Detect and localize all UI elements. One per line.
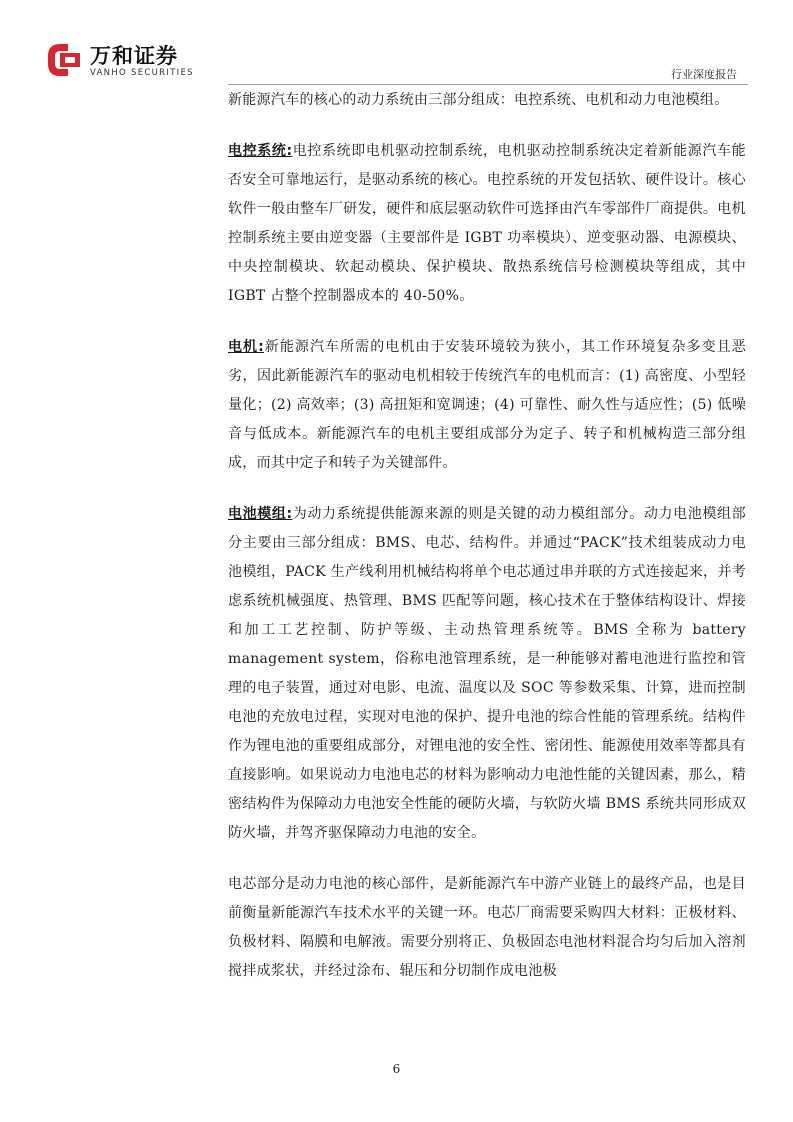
paragraph-battery-cell [228, 870, 746, 986]
term-motor: 电机: [228, 339, 265, 355]
brand-name-en: VANHO SECURITIES [90, 68, 194, 78]
term-electric-control: 电控系统: [228, 143, 293, 159]
paragraph-battery-module [228, 500, 746, 848]
paragraph-text: 为动力系统提供能源来源的则是关键的动力模组部分。动力电池模组部分主要由三部分组成：BMS、电芯、结构件。并通过“PACK”技术组装成动力电池模组，PACK 生产线利用机械结构将单个电芯通过串并联的方式连接起来，并考虑系统机械强度、热管理、BMS 匹配等问题，核心技术在于整体结构设计、焊接和加工工艺控制、防护等级、主动热管理系统等。BMS 全称为 battery management system，俗称电池管理系统，是一种能够对蓄电池进行监控和管理的电子装置，通过对电影、电流、温度以及 SOC 等参数采集、计算，进而控制电池的充放电过程，实现对电池的保护、提升电池的综合性能的管理系统。结构件作为锂电池的重要组成部分，对锂电池的安全性、密闭性、能源使用效率等都具有直接影响。如果说动力电池电芯的材料为影响动力电池性能的关键因素，那么，精密结构件为保障动力电池安全性能的硬防火墙，与软防火墙 BMS 系统共同形成双防火墙，并驾齐驱保障动力电池的安全。 [228, 506, 746, 841]
paragraph-text: 新能源汽车的核心的动力系统由三部分组成：电控系统、电机和动力电池模组。 [228, 92, 729, 108]
page-header [0, 0, 793, 90]
paragraph-motor [228, 333, 746, 478]
paragraph-text: 电芯部分是动力电池的核心部件，是新能源汽车中游产业链上的最终产品，也是目前衡量新能源汽车技术水平的关键一环。电芯厂商需要采购四大材料：正极材料、负极材料、隔膜和电解液。需要分别将正、负极固态电池材料混合均匀后加入溶剂搅拌成浆状，并经过涂布、辊压和分切制作成电池极 [228, 876, 746, 979]
document-body [228, 86, 746, 986]
brand-name-cn: 万和证券 [90, 44, 178, 68]
paragraph-text: 电控系统即电机驱动控制系统，电机驱动控制系统决定着新能源汽车能否安全可靠地运行，是驱动系统的核心。电控系统的开发包括软、硬件设计。核心软件一般由整车厂研发，硬件和底层驱动软件可选择由汽车零部件厂商提供。电机控制系统主要由逆变器（主要部件是 IGBT 功率模块）、逆变驱动器、电源模块、中央控制模块、软起动模块、保护模块、散热系统信号检测模块等组成，其中 IGBT 占整个控制器成本的 40-50%。 [228, 143, 746, 304]
page-number: 6 [392, 1062, 401, 1076]
header-divider [228, 84, 748, 85]
paragraph-powertrain-intro [228, 86, 746, 115]
term-battery-module: 电池模组: [228, 506, 293, 522]
paragraph-electric-control [228, 137, 746, 311]
vanho-logo-icon [46, 42, 82, 78]
paragraph-text: 新能源汽车所需的电机由于安装环境较为狭小，其工作环境复杂多变且恶劣，因此新能源汽车的驱动电机相较于传统汽车的电机而言：(1) 高密度、小型轻量化；(2) 高效率；(3) 高扭矩和宽调速；(4) 可靠性、耐久性与适应性；(5) 低噪音与低成本。新能源汽车的电机主要组成部分为定子、转子和机械构造三部分组成，而其中定子和转子为关键部件。 [228, 339, 746, 471]
report-type-label: 行业深度报告 [671, 68, 737, 81]
